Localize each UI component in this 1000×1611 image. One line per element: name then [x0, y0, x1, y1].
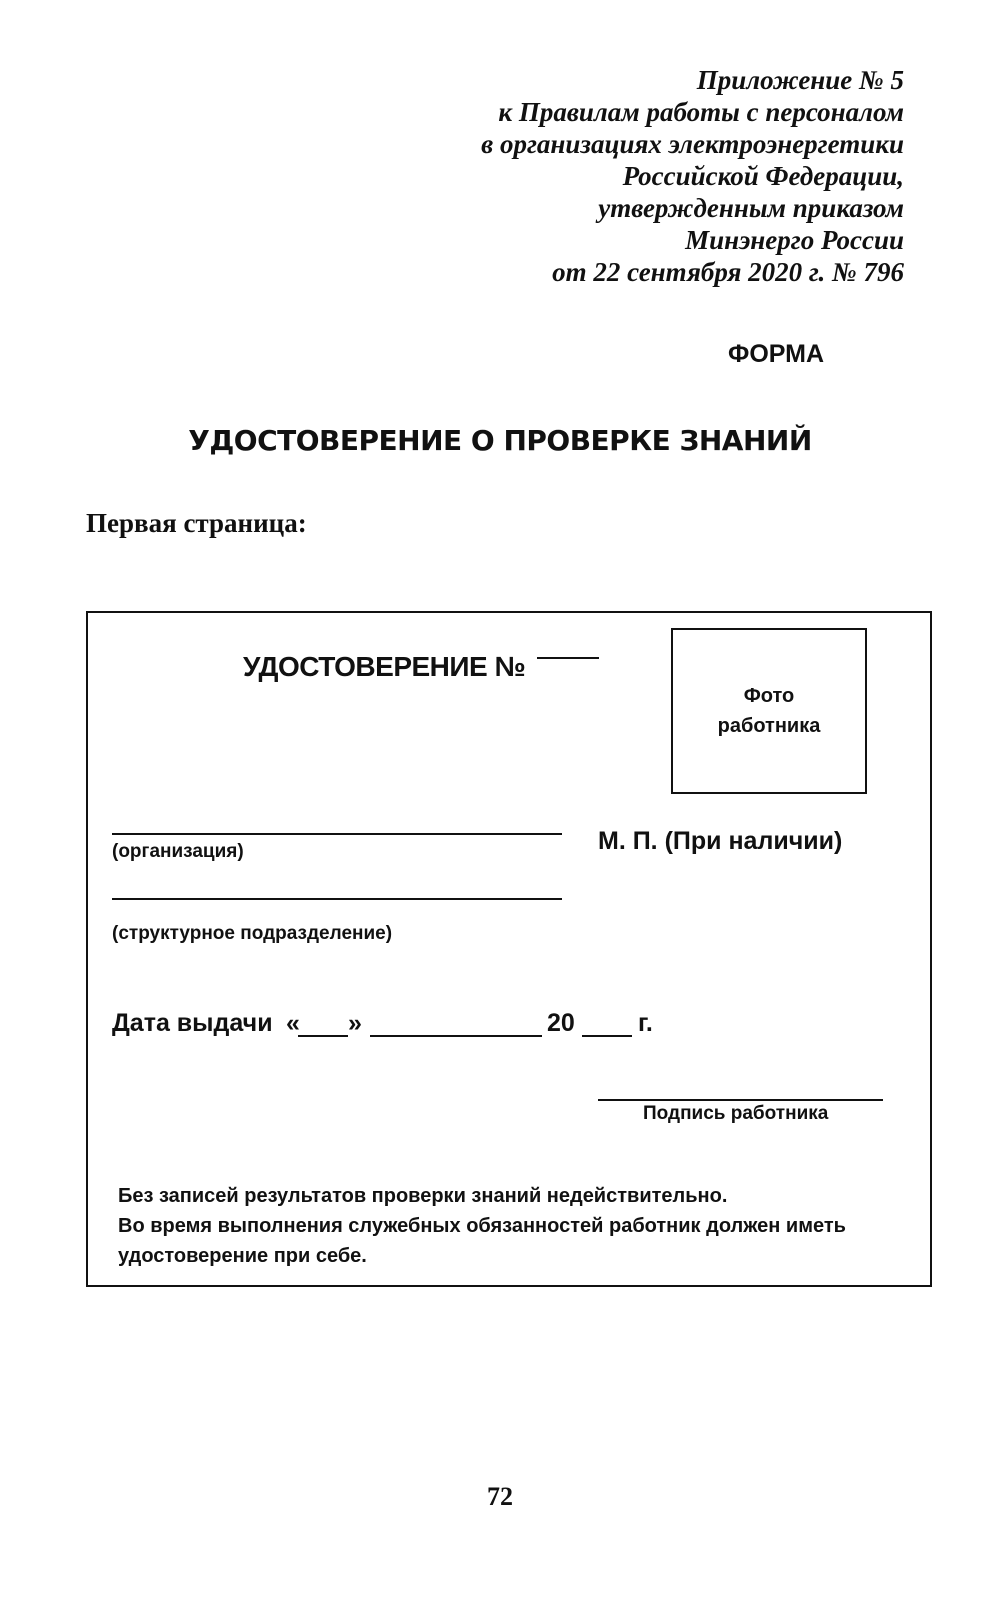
appendix-line: Минэнерго России [685, 225, 904, 255]
issue-date-label: Дата выдачи [112, 1009, 273, 1037]
year-prefix: 20 [547, 1009, 575, 1037]
certificate-card [86, 611, 932, 1287]
appendix-line: утвержденным приказом [598, 193, 904, 223]
division-caption: (структурное подразделение) [112, 923, 393, 944]
quote-close: » [348, 1009, 362, 1037]
year-suffix: г. [638, 1009, 653, 1037]
appendix-line: в организациях электроэнергетики [481, 129, 904, 159]
note-line: Во время выполнения служебных обязанностей работник должен иметь удостоверение при себе. [118, 1215, 846, 1267]
page-label: Первая страница: [86, 508, 307, 538]
division-line [112, 898, 562, 900]
photo-box [671, 628, 867, 794]
signature-caption: Подпись работника [643, 1103, 829, 1124]
seal-label: М. П. (При наличии) [598, 827, 843, 855]
signature-line [598, 1099, 883, 1101]
organization-line [112, 833, 562, 835]
appendix-line: к Правилам работы с персоналом [498, 97, 904, 127]
appendix-line: Российской Федерации, [622, 161, 904, 191]
organization-caption: (организация) [112, 841, 244, 862]
appendix-line: от 22 сентября 2020 г. № 796 [552, 257, 904, 287]
certificate-number-line [537, 657, 599, 659]
page-number: 72 [487, 1482, 513, 1511]
photo-label-line2: работника [717, 715, 821, 737]
quote-open: « [286, 1009, 300, 1037]
photo-label-line1: Фото [743, 685, 795, 707]
month-line [370, 1035, 542, 1037]
certificate-heading-text: УДОСТОВЕРЕНИЕ № [243, 651, 526, 682]
form-label: ФОРМА [728, 340, 825, 368]
day-line [298, 1035, 348, 1037]
document-title: УДОСТОВЕРЕНИЕ О ПРОВЕРКЕ ЗНАНИЙ [188, 424, 812, 457]
year-line [582, 1035, 632, 1037]
certificate-heading [243, 651, 525, 683]
appendix-line: Приложение № 5 [696, 65, 904, 95]
note-line: Без записей результатов проверки знаний недействительно. [118, 1185, 728, 1207]
appendix-reference [264, 64, 904, 288]
validity-note [118, 1181, 918, 1271]
